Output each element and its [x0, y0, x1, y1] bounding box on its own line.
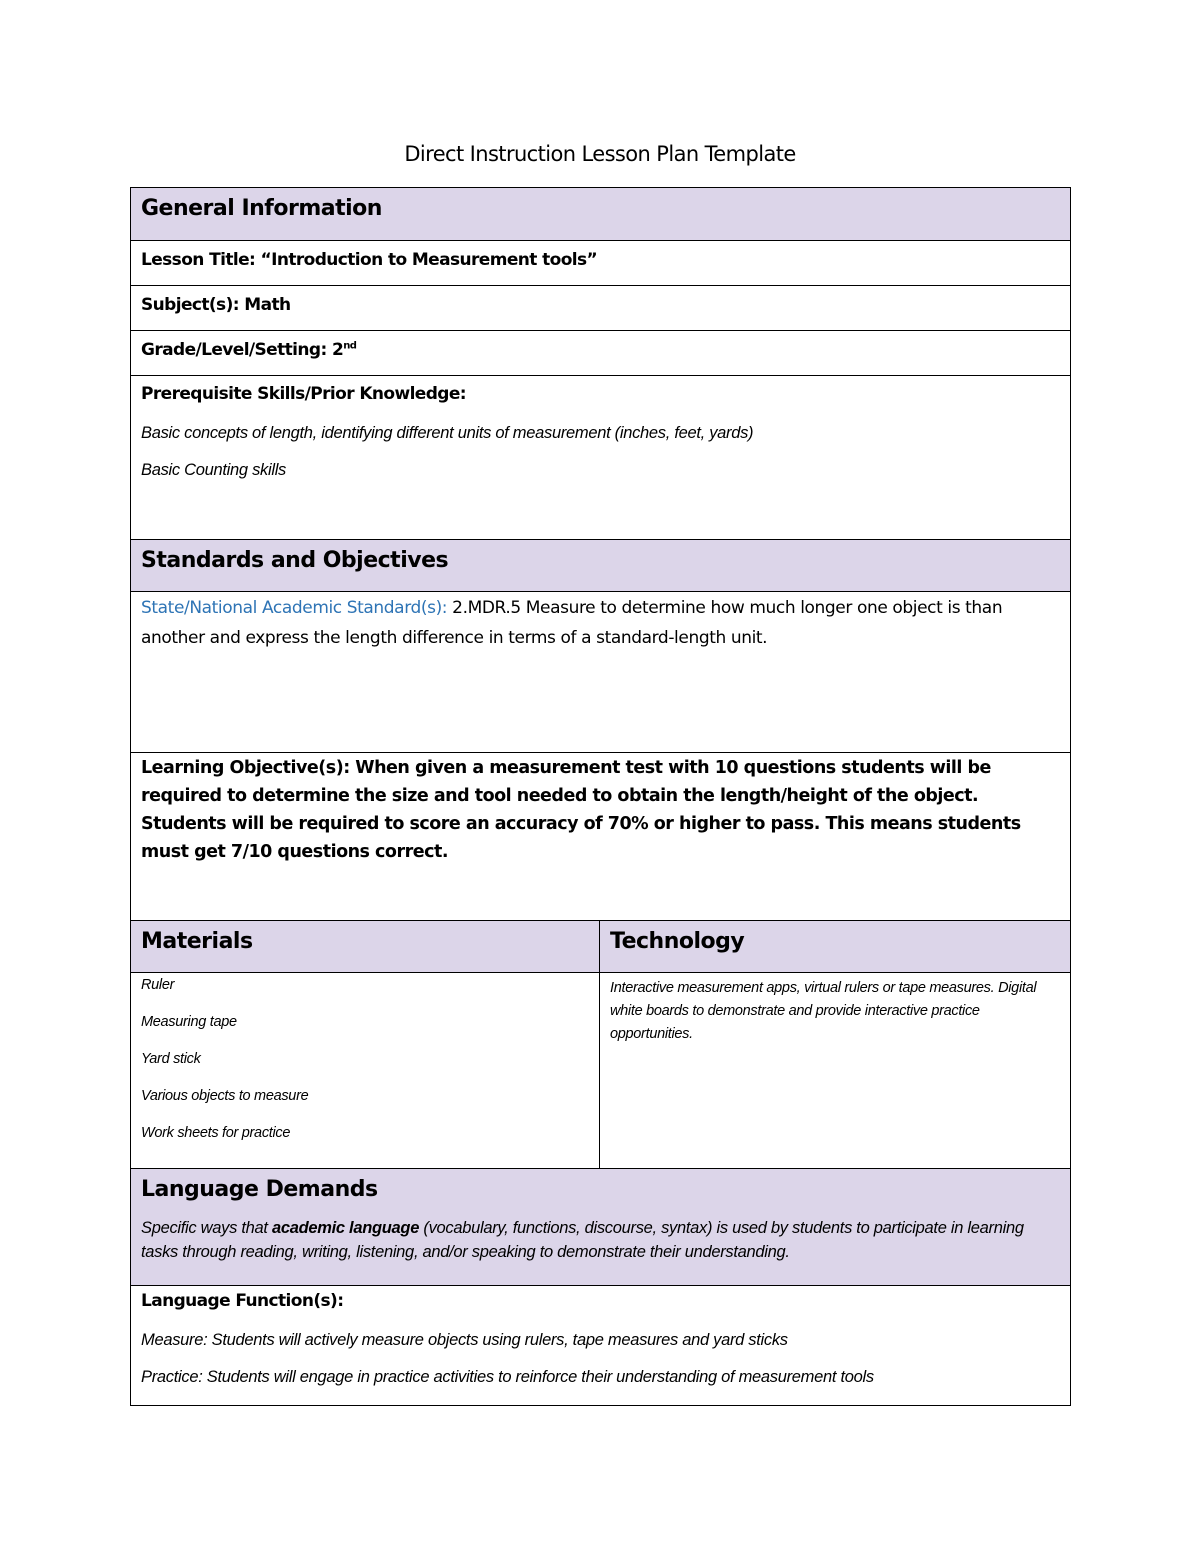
language-function-line: Measure: Students will actively measure objects using rulers, tape measures and yard sticks [141, 1331, 788, 1349]
grade-cell [131, 331, 1071, 376]
language-functions-row [131, 1286, 1071, 1406]
materials-item: Ruler [141, 977, 175, 993]
lesson-title-field [141, 250, 1060, 270]
lesson-title-label: Lesson Title: [141, 250, 256, 270]
prerequisite-line: Basic concepts of length, identifying different units of measurement (inches, feet, yards) [141, 424, 754, 442]
grade-suffix: nd [343, 340, 357, 352]
prerequisite-label: Prerequisite Skills/Prior Knowledge: [141, 384, 466, 404]
language-demands-heading: Language Demands [141, 1177, 378, 1202]
technology-cell [600, 973, 1071, 1169]
materials-item: Various objects to measure [141, 1088, 309, 1104]
subject-value: Math [244, 295, 291, 315]
lesson-title-value: “Introduction to Measurement tools” [260, 250, 598, 270]
standards-header-row [131, 540, 1071, 592]
subject-field [141, 295, 1060, 315]
general-information-header [131, 188, 1071, 241]
learning-objective-text: Learning Objective(s): When given a measurement test with 10 questions students will be required to determine the size and tool needed to obtain the length/height of the object. Students will be required to score an accuracy of 70% or higher to pass. This means students must get 7/10 questions correct. [141, 758, 1021, 862]
standards-heading: Standards and Objectives [141, 548, 449, 573]
lesson-title-cell [131, 241, 1071, 286]
materials-heading: Materials [141, 929, 253, 954]
prerequisite-cell [131, 376, 1071, 540]
technology-text: Interactive measurement apps, virtual rulers or tape measures. Digital white boards to demonstrate and provide interactive practice opportunities. [610, 980, 1037, 1042]
subject-cell [131, 286, 1071, 331]
lesson-title-row [131, 241, 1071, 286]
materials-technology-header-row [131, 921, 1071, 973]
language-desc-bold: academic language [271, 1219, 420, 1237]
technology-header [600, 921, 1071, 973]
grade-field [141, 340, 1060, 360]
document-title: Direct Instruction Lesson Plan Template [404, 142, 796, 166]
general-information-heading: General Information [141, 196, 382, 221]
grade-label: Grade/Level/Setting: [141, 340, 327, 360]
language-demands-row [131, 1169, 1071, 1286]
language-functions-label: Language Function(s): [141, 1291, 344, 1311]
lesson-plan-table [130, 187, 1071, 1406]
technology-heading: Technology [610, 929, 745, 954]
objective-cell [131, 753, 1071, 921]
subject-label: Subject(s): [141, 295, 239, 315]
grade-value: 2 [331, 340, 344, 360]
subject-row [131, 286, 1071, 331]
language-functions-cell [131, 1286, 1071, 1406]
standard-text: 2.MDR.5 Measure to determine how much longer one object is than another and express the length difference in terms of a standard-length unit. [141, 598, 1003, 648]
general-information-header-row [131, 188, 1071, 241]
materials-item: Yard stick [141, 1051, 201, 1067]
prerequisite-row [131, 376, 1071, 540]
standard-text-block [141, 593, 1060, 653]
grade-row [131, 331, 1071, 376]
materials-cell [131, 973, 600, 1169]
standard-row [131, 592, 1071, 753]
materials-technology-row [131, 973, 1071, 1169]
materials-item: Measuring tape [141, 1014, 237, 1030]
materials-header [131, 921, 600, 973]
prerequisite-line: Basic Counting skills [141, 461, 287, 479]
materials-item: Work sheets for practice [141, 1125, 291, 1141]
standard-cell [131, 592, 1071, 753]
objective-row [131, 753, 1071, 921]
standards-header [131, 540, 1071, 592]
language-function-line: Practice: Students will engage in practice activities to reinforce their understanding of measurement tools [141, 1368, 874, 1386]
language-demands-cell [131, 1169, 1071, 1286]
language-desc-after: (vocabulary, functions, discourse, syntax) is used by students to participate in learning tasks through reading, writing, listening, and/or speaking to demonstrate their understanding. [141, 1219, 1024, 1261]
language-desc-before: Specific ways that [141, 1219, 272, 1237]
standard-label: State/National Academic Standard(s): [141, 598, 448, 618]
language-demands-description [141, 1216, 1060, 1264]
